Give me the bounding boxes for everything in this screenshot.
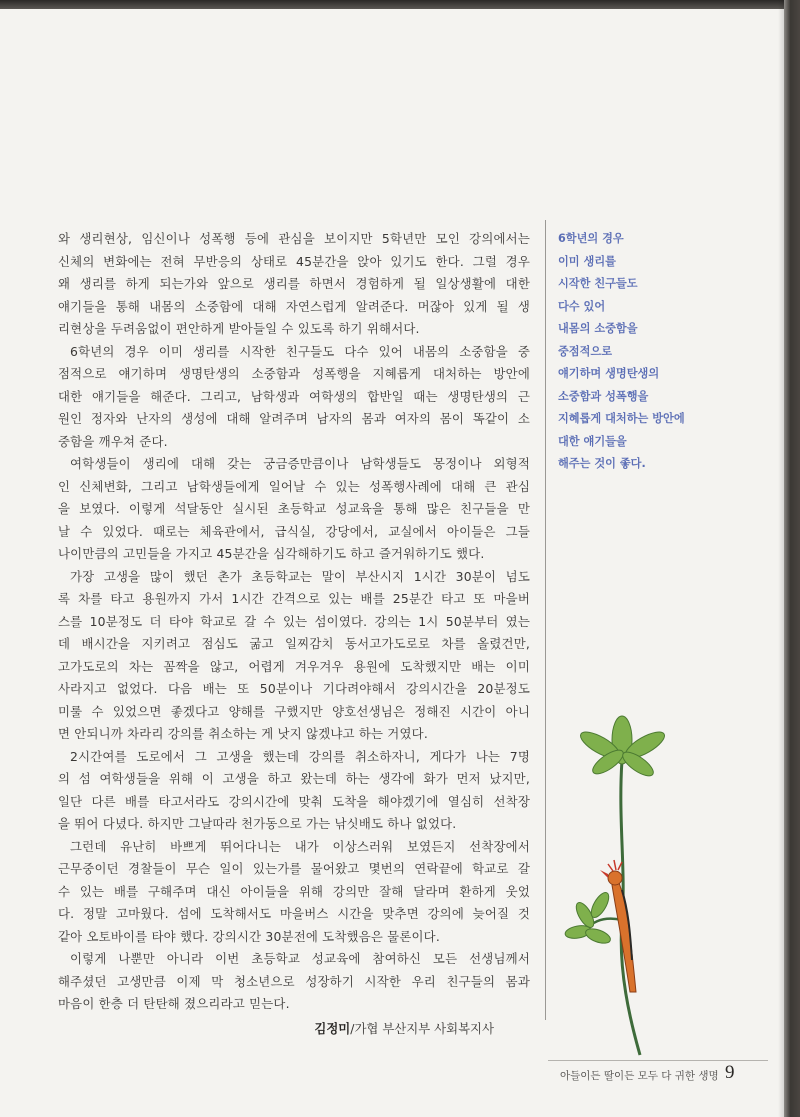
text-line: 을 뛰어 다녔다. 하지만 그날따라 천가동으로 가는 낚싯배도 하나 없었다. [58, 816, 457, 831]
column-divider [545, 220, 546, 1020]
text-line: 같아 오토바이를 타야 했다. 강의시간 30분전에 도착했음은 물론이다. [58, 928, 440, 944]
scan-edge-top [0, 0, 800, 9]
text-line: 6학년의 경우 이미 생리를 시작한 친구들도 다수 있어 내몸의 소중함을 중 [70, 343, 530, 359]
text-line: 점적으로 얘기하며 생명탄생의 소중함과 성폭행을 지혜롭게 대처하는 방안에 [58, 366, 530, 381]
pull-quote-line: 지혜롭게 대처하는 방안에 [558, 412, 685, 425]
pull-quote-line: 6학년의 경우 [558, 232, 624, 245]
text-line: 원인 정자와 난자의 생성에 대해 알려주며 남자의 몸과 여자의 몸이 똑같이 소 [58, 411, 530, 426]
text-line: 다. 정말 고마웠다. 섬에 도착해서도 마을버스 시간을 맞추면 강의에 늦어질 것 [58, 906, 530, 921]
text-line: 의 섬 여학생들을 위해 이 고생을 하고 왔는데 하는 생각에 화가 먼저 났지만, [58, 771, 530, 786]
plant-bird-illustration [560, 700, 760, 1060]
pull-quote-line: 소중함과 성폭행을 [558, 389, 649, 403]
author-affiliation: /가협 부산지부 사회복지사 [350, 1020, 494, 1036]
text-line: 일단 다른 배를 타고서라도 강의시간에 맞춰 도착을 해야겠기에 열심히 선착장 [58, 793, 530, 809]
pull-quote-line: 얘기하며 생명탄생의 [558, 367, 660, 380]
text-line: 수 있는 배를 구해주며 대신 아이들을 위해 강의만 잘해 달라며 환하게 웃었 [58, 883, 530, 899]
text-line: 2시간여를 도로에서 그 고생을 했는데 강의를 취소하자니, 게다가 나는 7명 [70, 748, 530, 764]
text-line: 대한 얘기들을 해준다. 그리고, 남학생과 여학생의 합반일 때는 생명탄생의 근 [58, 388, 530, 404]
text-line: 이렇게 나뿐만 아니라 이번 초등학교 성교육에 참여하신 모든 선생님께서 [70, 951, 530, 966]
paragraph [58, 228, 530, 341]
paragraph [58, 566, 530, 746]
text-line: 마음이 한층 더 탄탄해 졌으리라고 믿는다. [58, 996, 290, 1011]
author-name: 김정미 [314, 1020, 351, 1036]
text-line: 스를 10분정도 더 타야 학교로 갈 수 있는 섬이였다. 강의는 1시 50분부터 였는 [58, 613, 530, 629]
pull-quote-line: 해주는 것이 좋다. [558, 457, 646, 470]
text-line: 와 생리현상, 임신이나 성폭행 등에 관심을 보이지만 5학년만 모인 강의에서는 [58, 231, 530, 246]
pull-quote-line: 시작한 친구들도 [558, 277, 638, 290]
pull-quote-line: 내몸의 소중함을 [558, 322, 638, 335]
text-line: 록 차를 타고 용원까지 가서 1시간 간격으로 있는 배를 25분간 타고 또 마을버 [58, 591, 530, 606]
pull-quote-line: 대한 얘기들을 [558, 434, 627, 448]
paragraph [58, 948, 530, 1016]
text-line: 날 수 있었다. 때로는 체육관에서, 급식실, 강당에서, 교실에서 아이들은 그들 [58, 523, 530, 539]
text-line: 가장 고생을 많이 했던 촌가 초등학교는 말이 부산시지 1시간 30분이 넘도 [70, 568, 530, 584]
text-line: 중함을 깨우쳐 준다. [58, 433, 168, 449]
text-line: 그런데 유난히 바쁘게 뛰어다니는 내가 이상스러워 보였든지 선착장에서 [70, 838, 530, 854]
running-title: 아들이든 딸이든 모두 다 귀한 생명 [560, 1070, 719, 1082]
paragraph [58, 746, 530, 836]
text-line: 여학생들이 생리에 대해 갖는 궁금증만큼이나 남학생들도 몽정이나 외형적 [70, 456, 530, 471]
text-line: 사라지고 없었다. 다음 배는 또 50분이나 기다려야해서 강의시간을 20분정도 [58, 681, 530, 696]
text-line: 왜 생리를 하게 되는가와 앞으로 생리를 하면서 경험하게 될 일상생활에 대한 [58, 276, 530, 291]
paragraph [58, 836, 530, 949]
text-line: 근무중이던 경찰들이 무슨 일이 있는가를 물어왔고 몇번의 연락끝에 학교로 갈 [58, 861, 530, 876]
text-line: 미룰 수 있었으면 좋겠다고 양해를 구했지만 양호선생님은 정해진 시간이 아니 [58, 703, 530, 719]
page-number: 9 [725, 1062, 735, 1083]
text-line: 신체의 변화에는 전혀 무반응의 상태로 45분간을 앉아 있기도 한다. 그럴 경우 [58, 253, 530, 269]
text-line: 리현상을 두려움없이 편안하게 받아들일 수 있도록 하기 위해서다. [58, 321, 420, 336]
text-line: 해주셨던 고생만큼 이제 막 청소년으로 성장하기 시작한 우리 친구들의 몸과 [58, 973, 530, 989]
pull-quote-line: 이미 생리를 [558, 254, 616, 268]
scan-edge-right [784, 0, 800, 1117]
text-line: 고가도로의 차는 꼼짝을 않고, 어렵게 겨우겨우 용원에 도착했지만 배는 이미 [58, 658, 530, 674]
pull-quote-line: 다수 있어 [558, 299, 606, 313]
pull-quote [558, 228, 685, 476]
footer-rule [548, 1060, 768, 1061]
text-line: 을 보였다. 이렇게 석달동안 실시된 초등학교 성교육을 통해 많은 친구들을 만 [58, 501, 530, 516]
text-line: 면 안되니까 차라리 강의를 취소하는 게 낫지 않겠냐고 하는 거였다. [58, 726, 428, 741]
article-body [58, 228, 530, 1042]
paragraph [58, 453, 530, 566]
text-line: 데 배시간을 지키려고 점심도 굶고 일찌감치 동서고가도로로 차를 올렸건만, [58, 636, 530, 651]
text-line: 나이만큼의 고민들을 가지고 45분간을 심각해하기도 하고 즐거워하기도 했다. [58, 546, 485, 561]
pull-quote-line: 중점적으로 [558, 344, 613, 358]
paragraph [58, 341, 530, 454]
text-line: 인 신체변화, 그리고 남학생들에게 일어날 수 있는 성폭행사례에 대해 큰 관심 [58, 478, 530, 494]
author-signature [58, 1016, 530, 1042]
text-line: 얘기들을 통해 내몸의 소중함에 대해 자연스럽게 알려준다. 머잖아 있게 될 생 [58, 298, 530, 314]
